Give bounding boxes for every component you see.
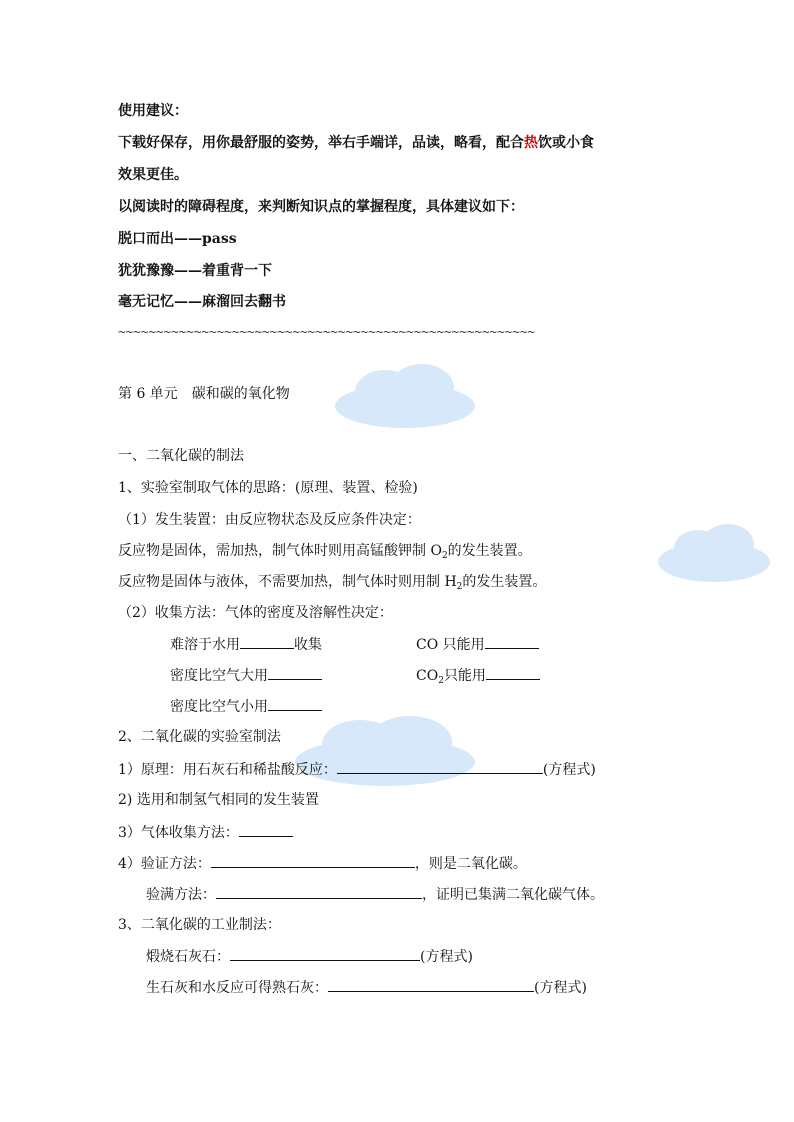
fill-blank[interactable] (485, 634, 539, 649)
collect-denser (170, 665, 322, 686)
generator-heading: （1）发生装置：由反应物状态及反应条件决定： (118, 512, 421, 528)
intro-line-2: 效果更佳。 (118, 167, 188, 183)
intro-highlight: 热 (524, 135, 538, 151)
text: 密度比空气大用 (170, 668, 268, 684)
level-dash: —— (174, 294, 202, 310)
text: ，则是二氧化碳。 (414, 856, 527, 872)
level-item (118, 229, 237, 249)
text: 1）原理：用石灰石和稀盐酸反应： (118, 762, 337, 778)
section-3-title: 3、二氧化碳的工业制法： (118, 917, 281, 933)
cloud-decoration-top (330, 362, 480, 434)
collect-insoluble (170, 634, 322, 655)
intro-line-3: 以阅读时的障碍程度，来判断知识点的掌握程度，具体建议如下： (118, 199, 524, 215)
fill-blank[interactable] (211, 853, 415, 868)
fill-blank[interactable] (268, 696, 322, 711)
text: (方程式) (534, 980, 587, 996)
collect-co (416, 634, 539, 655)
section-2-title: 2、二氧化碳的实验室制法 (118, 729, 281, 745)
text: 密度比空气小用 (170, 699, 268, 715)
text: 煅烧石灰石： (146, 949, 230, 965)
intro-line-1 (118, 133, 594, 153)
subscript: 2 (441, 551, 448, 561)
fill-blank[interactable] (240, 634, 294, 649)
level-advice: 麻溜回去翻书 (202, 294, 286, 310)
collection-heading: （2）收集方法：气体的密度及溶解性决定： (118, 605, 393, 621)
calcine-line (146, 946, 473, 967)
text: 的发生装置。 (447, 543, 532, 559)
fill-blank[interactable] (268, 665, 322, 680)
text: 的发生装置。 (462, 574, 547, 590)
subscript: 2 (456, 582, 463, 592)
level-dash: —— (174, 263, 202, 279)
text: 验满方法： (146, 887, 216, 903)
level-item (118, 261, 272, 281)
text: 收集 (294, 637, 322, 653)
collect-co2 (416, 665, 540, 686)
verify-line (118, 853, 527, 874)
level-label: 脱口而出 (118, 231, 174, 247)
text: 只能用 (443, 668, 486, 684)
fill-blank[interactable] (230, 946, 420, 961)
fill-blank[interactable] (337, 759, 543, 774)
text: 3）气体收集方法： (118, 825, 239, 841)
level-dash: —— (174, 231, 202, 247)
level-label: 毫无记忆 (118, 294, 174, 310)
text: 难溶于水用 (170, 637, 240, 653)
text: 生石灰和水反应可得熟石灰： (146, 980, 328, 996)
level-label: 犹犹豫豫 (118, 263, 174, 279)
text: (方程式) (420, 949, 473, 965)
fill-blank[interactable] (216, 884, 422, 899)
intro-line-1-text: 下载好保存，用你最舒服的姿势，举右手端详，品读，略看，配合 (118, 135, 524, 151)
section-1-item-1: 1、实验室制取气体的思路：(原理、装置、检验) (118, 480, 418, 496)
text: 4）验证方法： (118, 856, 211, 872)
collect-method-line (118, 822, 293, 843)
level-advice: 着重背一下 (202, 263, 272, 279)
text: 反应物是固体，需加热，制气体时则用高锰酸钾制 O (118, 543, 442, 559)
section-1-title: 一、二氧化碳的制法 (118, 448, 244, 464)
text: (方程式) (542, 762, 596, 778)
text: CO (416, 668, 439, 684)
level-advice: pass (202, 231, 237, 247)
intro-heading: 使用建议： (118, 103, 188, 119)
unit-title: 第 6 单元 碳和碳的氧化物 (118, 386, 290, 402)
slaked-lime-line (146, 977, 587, 998)
fill-blank[interactable] (486, 665, 540, 680)
fill-blank[interactable] (328, 977, 534, 992)
principle-line (118, 759, 596, 780)
generator-solid-liquid (118, 572, 546, 592)
divider: ~~~~~~~~~~~~~~~~~~~~~~~~~~~~~~~~~~~~~~~~~~~~~~~~~~~~~~~ (118, 324, 536, 339)
level-item (118, 292, 286, 312)
text: CO 只能用 (416, 637, 485, 653)
generator-solid-heating (118, 541, 532, 561)
device-line: 2) 选用和制氢气相同的发生装置 (118, 792, 319, 808)
text: ，证明已集满二氧化碳气体。 (422, 887, 604, 903)
collect-lighter (170, 696, 322, 717)
cloud-decoration-middle (290, 712, 480, 792)
cloud-decoration-right (654, 520, 774, 588)
intro-line-1-end: 饮或小食 (538, 135, 594, 151)
subscript: 2 (438, 676, 444, 686)
fill-blank[interactable] (239, 822, 293, 837)
text: 反应物是固体与液体，不需要加热，制气体时则用制 H (118, 574, 457, 590)
full-check-line (146, 884, 604, 905)
